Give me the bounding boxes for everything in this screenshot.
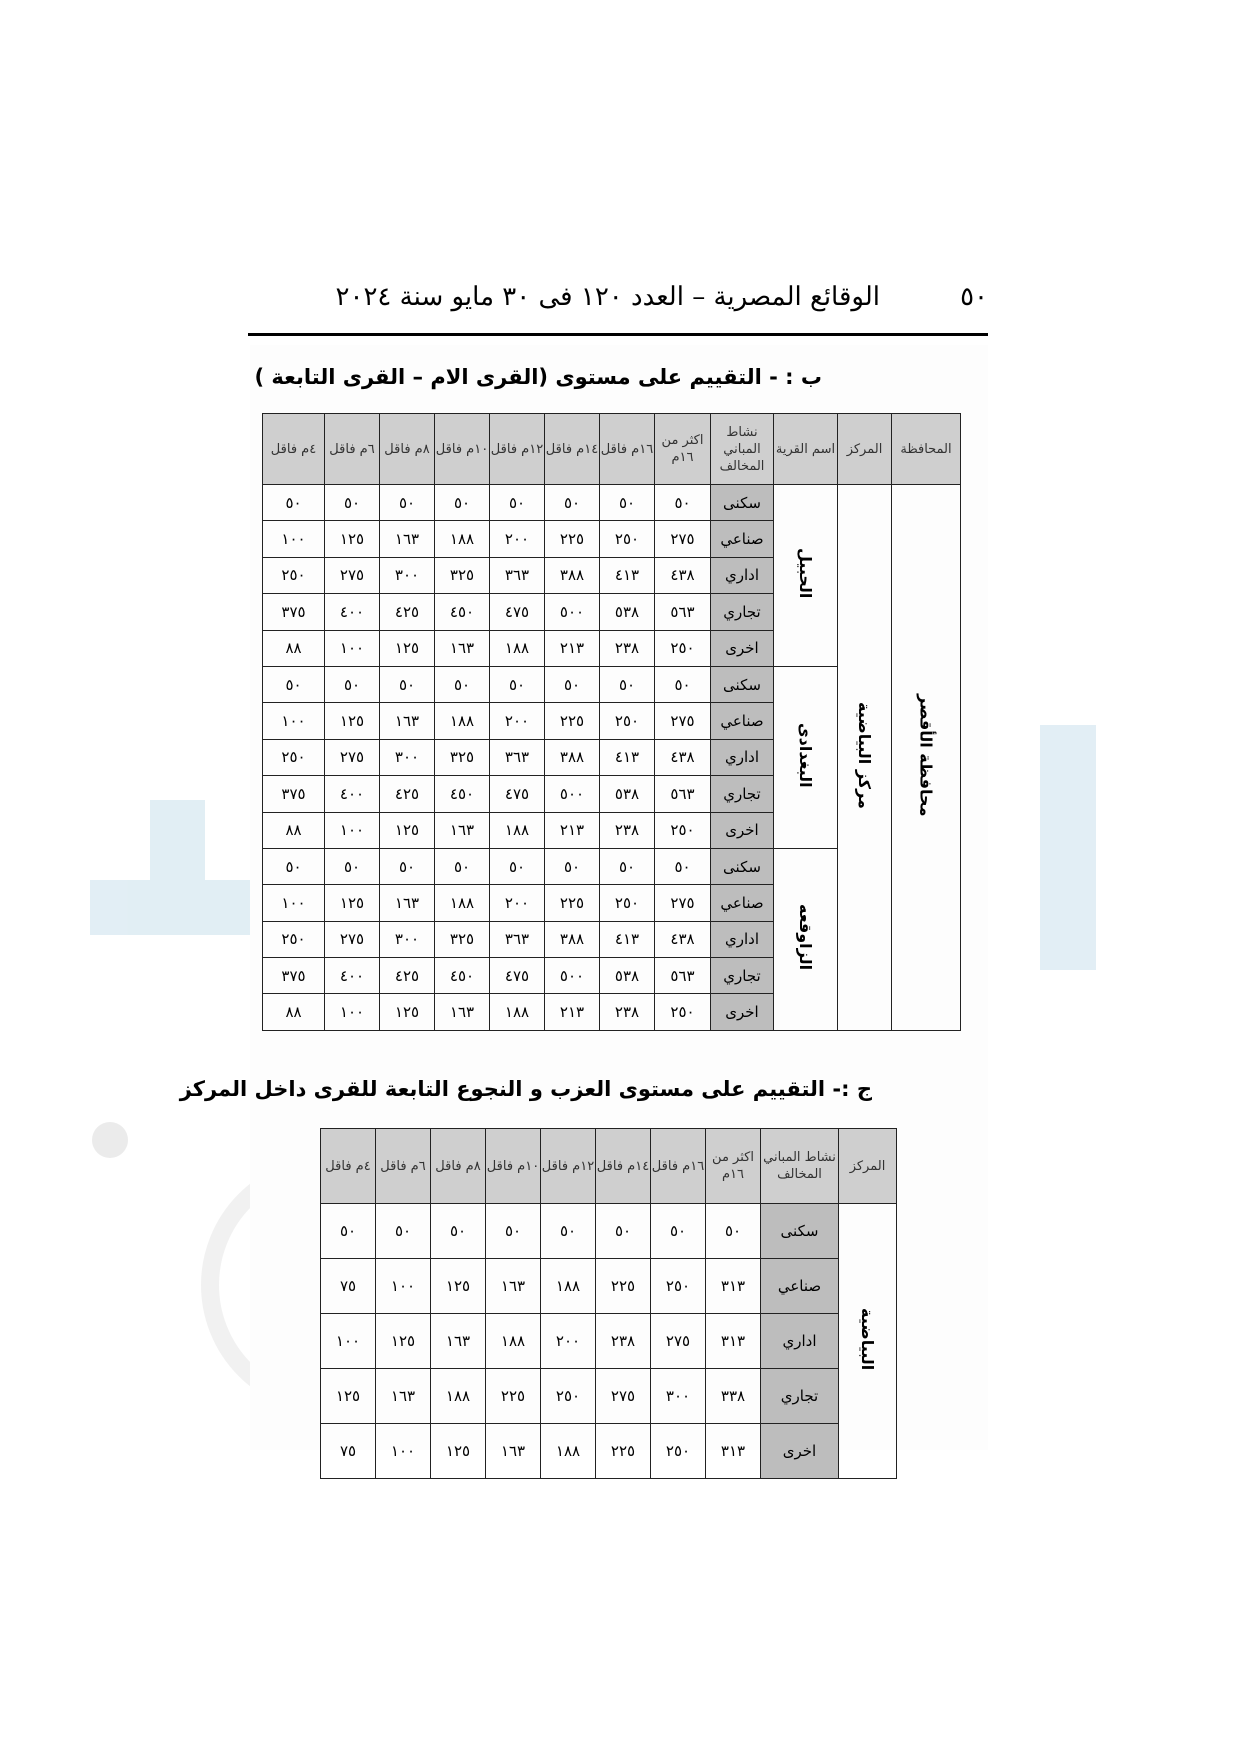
value-cell: ٥٠ <box>376 1204 431 1259</box>
value-cell: ٤٣٨ <box>655 921 711 957</box>
value-cell: ٣١٣ <box>706 1259 761 1314</box>
value-cell: ٢٢٥ <box>596 1424 651 1479</box>
governorate-cell <box>892 485 961 1031</box>
col-height: ١٠م فاقل <box>435 414 490 485</box>
value-cell: ٥٠ <box>651 1204 706 1259</box>
value-cell: ٣٠٠ <box>651 1369 706 1424</box>
village-name: الحبيل <box>796 548 815 599</box>
value-cell: ٥٦٣ <box>655 958 711 994</box>
value-cell: ٤٢٥ <box>380 594 435 630</box>
value-cell: ١٦٣ <box>380 703 435 739</box>
value-cell: ٤٣٨ <box>655 557 711 593</box>
value-cell: ١٠٠ <box>263 703 325 739</box>
value-cell: ٥٠ <box>596 1204 651 1259</box>
value-cell: ٥٠ <box>541 1204 596 1259</box>
value-cell: ١٨٨ <box>541 1424 596 1479</box>
page-header <box>248 282 988 322</box>
value-cell: ٥٠ <box>655 848 711 884</box>
value-cell: ١٢٥ <box>321 1369 376 1424</box>
value-cell: ١٠٠ <box>325 812 380 848</box>
value-cell: ١٢٥ <box>325 703 380 739</box>
value-cell: ٢٠٠ <box>490 885 545 921</box>
value-cell: ٣٨٨ <box>545 921 600 957</box>
table-row <box>321 1424 897 1479</box>
activity-cell: اداري <box>711 921 774 957</box>
value-cell: ٥٠ <box>435 485 490 521</box>
value-cell: ٢٥٠ <box>263 921 325 957</box>
col-activity: نشاط المباني المخالف <box>761 1129 839 1204</box>
page-number: ٥٠ <box>960 282 988 312</box>
value-cell: ٢٢٥ <box>545 521 600 557</box>
value-cell: ٢٣٨ <box>600 630 655 666</box>
value-cell: ٢٥٠ <box>263 739 325 775</box>
col-height: ١٠م فاقل <box>486 1129 541 1204</box>
activity-cell: تجاري <box>711 594 774 630</box>
value-cell: ٤٠٠ <box>325 776 380 812</box>
col-height: ١٢م فاقل <box>541 1129 596 1204</box>
value-cell: ١٦٣ <box>380 521 435 557</box>
value-cell: ٣٠٠ <box>380 739 435 775</box>
col-height: ١٤م فاقل <box>545 414 600 485</box>
col-height: ٨م فاقل <box>380 414 435 485</box>
value-cell: ٥٠ <box>655 666 711 702</box>
value-cell: ٢٢٥ <box>545 885 600 921</box>
value-cell: ٢١٣ <box>545 630 600 666</box>
value-cell: ٣٧٥ <box>263 594 325 630</box>
value-cell: ٤٢٥ <box>380 958 435 994</box>
col-height: ٤م فاقل <box>263 414 325 485</box>
value-cell: ١٦٣ <box>435 812 490 848</box>
value-cell: ٢٥٠ <box>655 994 711 1030</box>
value-cell: ٢٥٠ <box>600 885 655 921</box>
value-cell: ١٢٥ <box>431 1259 486 1314</box>
value-cell: ٨٨ <box>263 630 325 666</box>
activity-cell: تجاري <box>711 958 774 994</box>
center-name: مركز البياضية <box>855 701 874 809</box>
value-cell: ١٨٨ <box>490 994 545 1030</box>
value-cell: ١٠٠ <box>263 521 325 557</box>
value-cell: ٥٠ <box>380 848 435 884</box>
value-cell: ٣٧٥ <box>263 958 325 994</box>
section-b-title: ب : - التقييم على مستوى (القرى الام – القرى التابعة ) <box>254 365 822 389</box>
value-cell: ٣٢٥ <box>435 739 490 775</box>
value-cell: ٨٨ <box>263 812 325 848</box>
activity-cell: صناعي <box>761 1259 839 1314</box>
value-cell: ٢١٣ <box>545 994 600 1030</box>
value-cell: ٢٠٠ <box>490 703 545 739</box>
village-cell <box>774 848 838 1030</box>
value-cell: ٤٥٠ <box>435 594 490 630</box>
value-cell: ٣١٣ <box>706 1314 761 1369</box>
col-height: ١٤م فاقل <box>596 1129 651 1204</box>
activity-cell: اخرى <box>711 994 774 1030</box>
activity-cell: سكنى <box>711 666 774 702</box>
activity-cell: صناعي <box>711 703 774 739</box>
value-cell: ٥٠ <box>325 666 380 702</box>
value-cell: ١٠٠ <box>376 1424 431 1479</box>
value-cell: ٢٥٠ <box>651 1424 706 1479</box>
value-cell: ٥٠ <box>263 848 325 884</box>
value-cell: ٥٠ <box>486 1204 541 1259</box>
value-cell: ١٦٣ <box>486 1424 541 1479</box>
value-cell: ٤٧٥ <box>490 776 545 812</box>
table-row <box>321 1314 897 1369</box>
value-cell: ١٢٥ <box>380 630 435 666</box>
value-cell: ٢٠٠ <box>490 521 545 557</box>
value-cell: ١٢٥ <box>325 521 380 557</box>
value-cell: ٥٠ <box>600 666 655 702</box>
governorate-name: محافظة الأقصر <box>916 694 936 817</box>
value-cell: ٥٠ <box>435 666 490 702</box>
value-cell: ٤٧٥ <box>490 594 545 630</box>
value-cell: ١٢٥ <box>431 1424 486 1479</box>
value-cell: ٥٠ <box>325 485 380 521</box>
activity-cell: صناعي <box>711 521 774 557</box>
value-cell: ١٨٨ <box>431 1369 486 1424</box>
activity-cell: صناعي <box>711 885 774 921</box>
value-cell: ١٢٥ <box>325 885 380 921</box>
value-cell: ٣٢٥ <box>435 921 490 957</box>
value-cell: ٤٥٠ <box>435 776 490 812</box>
activity-cell: اداري <box>711 739 774 775</box>
value-cell: ٣٦٣ <box>490 739 545 775</box>
value-cell: ٥٠ <box>325 848 380 884</box>
value-cell: ١٢٥ <box>380 994 435 1030</box>
value-cell: ٢٥٠ <box>655 812 711 848</box>
activity-cell: سكنى <box>761 1204 839 1259</box>
village-name: البغدادى <box>796 723 815 788</box>
value-cell: ٥٠ <box>655 485 711 521</box>
value-cell: ٢٧٥ <box>655 885 711 921</box>
table-row <box>321 1369 897 1424</box>
value-cell: ١٦٣ <box>431 1314 486 1369</box>
value-cell: ١٠٠ <box>325 994 380 1030</box>
value-cell: ٤٣٨ <box>655 739 711 775</box>
value-cell: ٥٠٠ <box>545 958 600 994</box>
value-cell: ٤١٣ <box>600 739 655 775</box>
value-cell: ٢٧٥ <box>325 921 380 957</box>
activity-cell: اخرى <box>711 630 774 666</box>
activity-cell: اخرى <box>711 812 774 848</box>
value-cell: ١٠٠ <box>376 1259 431 1314</box>
value-cell: ٣٠٠ <box>380 557 435 593</box>
value-cell: ٥٠ <box>431 1204 486 1259</box>
table-header-row <box>263 414 961 485</box>
value-cell: ٤١٣ <box>600 557 655 593</box>
col-village: اسم القرية <box>774 414 838 485</box>
table-row <box>263 485 961 521</box>
value-cell: ١٦٣ <box>435 630 490 666</box>
villages-table <box>262 413 961 1031</box>
col-height: ١٦م فاقل <box>600 414 655 485</box>
value-cell: ٢٧٥ <box>325 557 380 593</box>
col-height: ٤م فاقل <box>321 1129 376 1204</box>
value-cell: ٥٦٣ <box>655 776 711 812</box>
value-cell: ٥٠ <box>490 848 545 884</box>
col-height: اكثر من ١٦م <box>706 1129 761 1204</box>
value-cell: ٥٠ <box>545 666 600 702</box>
table-row <box>321 1259 897 1314</box>
value-cell: ٣٨٨ <box>545 739 600 775</box>
value-cell: ٢٣٨ <box>596 1314 651 1369</box>
value-cell: ٤٥٠ <box>435 958 490 994</box>
activity-cell: سكنى <box>711 848 774 884</box>
col-height: ٦م فاقل <box>376 1129 431 1204</box>
value-cell: ١٨٨ <box>435 885 490 921</box>
value-cell: ٥٠ <box>490 485 545 521</box>
value-cell: ٢٢٥ <box>545 703 600 739</box>
value-cell: ٣٦٣ <box>490 557 545 593</box>
header-rule <box>248 333 988 336</box>
value-cell: ١٨٨ <box>435 703 490 739</box>
value-cell: ٥٠ <box>380 485 435 521</box>
value-cell: ٢٧٥ <box>651 1314 706 1369</box>
value-cell: ٣٢٥ <box>435 557 490 593</box>
value-cell: ١٦٣ <box>380 885 435 921</box>
value-cell: ١٨٨ <box>486 1314 541 1369</box>
col-height: ٨م فاقل <box>431 1129 486 1204</box>
col-center: المركز <box>838 414 892 485</box>
value-cell: ٨٨ <box>263 994 325 1030</box>
value-cell: ٥٣٨ <box>600 594 655 630</box>
value-cell: ٢٥٠ <box>600 703 655 739</box>
value-cell: ٧٥ <box>321 1259 376 1314</box>
value-cell: ٢١٣ <box>545 812 600 848</box>
village-cell <box>774 666 838 848</box>
value-cell: ٥٠ <box>706 1204 761 1259</box>
value-cell: ١٨٨ <box>541 1259 596 1314</box>
value-cell: ٢٧٥ <box>655 521 711 557</box>
table-header-row <box>321 1129 897 1204</box>
activity-cell: اخرى <box>761 1424 839 1479</box>
value-cell: ٢٧٥ <box>655 703 711 739</box>
value-cell: ٣١٣ <box>706 1424 761 1479</box>
value-cell: ٣٦٣ <box>490 921 545 957</box>
center-cell <box>838 485 892 1031</box>
value-cell: ٤١٣ <box>600 921 655 957</box>
village-cell <box>774 485 838 667</box>
value-cell: ٢٢٥ <box>596 1259 651 1314</box>
value-cell: ٣٠٠ <box>380 921 435 957</box>
value-cell: ٢٣٨ <box>600 994 655 1030</box>
value-cell: ٤٢٥ <box>380 776 435 812</box>
section-c-title: ج :- التقييم على مستوى العزب و النجوع التابعة للقرى داخل المركز <box>179 1077 872 1101</box>
value-cell: ١٦٣ <box>376 1369 431 1424</box>
value-cell: ٥٠٠ <box>545 594 600 630</box>
value-cell: ٥٠ <box>545 848 600 884</box>
hamlets-table <box>320 1128 897 1479</box>
value-cell: ٢٥٠ <box>655 630 711 666</box>
activity-cell: تجاري <box>711 776 774 812</box>
value-cell: ١٨٨ <box>490 630 545 666</box>
value-cell: ٥٠ <box>263 666 325 702</box>
value-cell: ٥٦٣ <box>655 594 711 630</box>
value-cell: ٥٠٠ <box>545 776 600 812</box>
col-height: ٦م فاقل <box>325 414 380 485</box>
value-cell: ٢٧٥ <box>325 739 380 775</box>
village-name: الزاوقعه <box>796 904 815 971</box>
value-cell: ٢٢٥ <box>486 1369 541 1424</box>
value-cell: ٤٠٠ <box>325 958 380 994</box>
value-cell: ٢٣٨ <box>600 812 655 848</box>
value-cell: ٥٠ <box>600 485 655 521</box>
value-cell: ٣٨٨ <box>545 557 600 593</box>
value-cell: ٢٥٠ <box>651 1259 706 1314</box>
value-cell: ٥٣٨ <box>600 776 655 812</box>
value-cell: ١٦٣ <box>486 1259 541 1314</box>
value-cell: ١٢٥ <box>376 1314 431 1369</box>
value-cell: ٢٥٠ <box>600 521 655 557</box>
watermark-stroke <box>1040 725 1096 970</box>
value-cell: ١٠٠ <box>263 885 325 921</box>
value-cell: ٥٣٨ <box>600 958 655 994</box>
activity-cell: سكنى <box>711 485 774 521</box>
value-cell: ٧٥ <box>321 1424 376 1479</box>
value-cell: ٥٠ <box>545 485 600 521</box>
col-center: المركز <box>839 1129 897 1204</box>
value-cell: ١٠٠ <box>325 630 380 666</box>
center-cell <box>839 1204 897 1479</box>
center-name: البياضية <box>858 1307 877 1371</box>
value-cell: ٣٧٥ <box>263 776 325 812</box>
table-row <box>321 1204 897 1259</box>
value-cell: ١٢٥ <box>380 812 435 848</box>
col-height: اكثر من ١٦م <box>655 414 711 485</box>
value-cell: ٥٠ <box>263 485 325 521</box>
value-cell: ٢٥٠ <box>541 1369 596 1424</box>
value-cell: ٥٠ <box>600 848 655 884</box>
col-governorate: المحافظة <box>892 414 961 485</box>
col-activity: نشاط المباني المخالف <box>711 414 774 485</box>
value-cell: ٤٠٠ <box>325 594 380 630</box>
activity-cell: تجاري <box>761 1369 839 1424</box>
gazette-title: الوقائع المصرية – العدد ١٢٠ فى ٣٠ مايو سنة ٢٠٢٤ <box>335 282 880 312</box>
activity-cell: اداري <box>711 557 774 593</box>
value-cell: ١٦٣ <box>435 994 490 1030</box>
value-cell: ٢٧٥ <box>596 1369 651 1424</box>
value-cell: ١٨٨ <box>435 521 490 557</box>
value-cell: ١٠٠ <box>321 1314 376 1369</box>
value-cell: ١٨٨ <box>490 812 545 848</box>
watermark-dot <box>92 1122 128 1158</box>
col-height: ١٢م فاقل <box>490 414 545 485</box>
activity-cell: اداري <box>761 1314 839 1369</box>
value-cell: ٥٠ <box>321 1204 376 1259</box>
value-cell: ٢٥٠ <box>263 557 325 593</box>
col-height: ١٦م فاقل <box>651 1129 706 1204</box>
value-cell: ٤٧٥ <box>490 958 545 994</box>
value-cell: ٥٠ <box>380 666 435 702</box>
value-cell: ٣٣٨ <box>706 1369 761 1424</box>
value-cell: ٥٠ <box>435 848 490 884</box>
value-cell: ٥٠ <box>490 666 545 702</box>
watermark-stroke <box>150 800 205 935</box>
value-cell: ٢٠٠ <box>541 1314 596 1369</box>
